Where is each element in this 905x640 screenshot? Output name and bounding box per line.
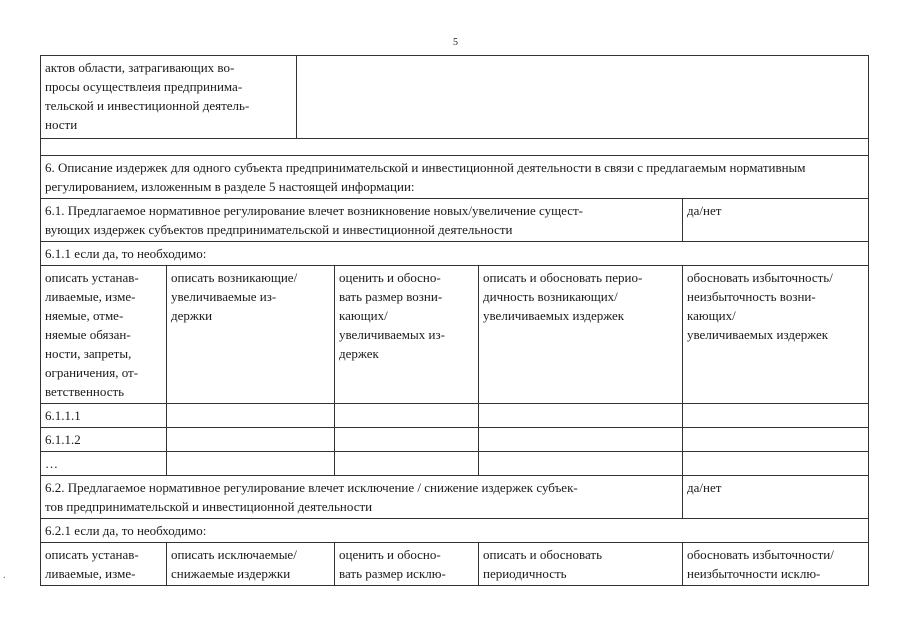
empty-cell <box>167 404 335 428</box>
empty-cell <box>335 428 479 452</box>
empty-cell <box>297 56 869 139</box>
empty-cell <box>479 428 683 452</box>
column-header-obligations: описать устанав- ливаемые, изме- няемые, отме- няемые обязан- ности, запреты, ограничения, от- ветственность <box>41 266 167 404</box>
item-6-1-1-heading: 6.1.1 если да, то необходимо: <box>41 242 869 266</box>
page-number: 5 <box>453 37 458 48</box>
column-header-periodicity-2: описать и обосновать периодичность <box>479 543 683 586</box>
margin-mark: . <box>3 570 6 581</box>
section-6-title: 6. Описание издержек для одного субъекта предпринимательской и инвестиционной деятельности в связи с предлагаемым нормативным регулированием, изложенным в разделе 5 настоящей информации: <box>41 156 869 199</box>
column-header-obligations-2: описать устанав- ливаемые, изме- <box>41 543 167 586</box>
column-header-periodicity: описать и обосновать перио- дичность возникающих/ увеличиваемых издержек <box>479 266 683 404</box>
empty-cell <box>479 452 683 476</box>
empty-cell <box>683 452 869 476</box>
item-6-2-1-heading: 6.2.1 если да, то необходимо: <box>41 519 869 543</box>
column-header-costs: описать возникающие/ увеличиваемые из- держки <box>167 266 335 404</box>
row-label-ellipsis: … <box>41 452 167 476</box>
column-header-excess-2: обосновать избыточности/ неизбыточности исклю- <box>683 543 869 586</box>
top-continuation-table <box>40 55 869 139</box>
column-header-cost-size-2: оценить и обосно- вать размер исклю- <box>335 543 479 586</box>
item-6-2-text: 6.2. Предлагаемое нормативное регулирование влечет исключение / снижение издержек субъек- тов предпринимательской и инвестиционной деятельности <box>41 476 683 519</box>
empty-cell <box>335 452 479 476</box>
empty-cell <box>479 404 683 428</box>
spacer-row <box>41 139 869 156</box>
empty-cell <box>683 404 869 428</box>
empty-cell <box>335 404 479 428</box>
row-label-6-1-1-1: 6.1.1.1 <box>41 404 167 428</box>
item-6-1-answer: да/нет <box>683 199 869 242</box>
column-header-cost-size: оценить и обосно- вать размер возни- кающих/ увеличиваемых из- держек <box>335 266 479 404</box>
row-label-6-1-1-2: 6.1.1.2 <box>41 428 167 452</box>
empty-cell <box>167 428 335 452</box>
item-6-2-answer: да/нет <box>683 476 869 519</box>
item-6-1-text: 6.1. Предлагаемое нормативное регулирование влечет возникновение новых/увеличение сущест- вующих издержек субъектов предпринимательской и инвестиционной деятельности <box>41 199 683 242</box>
costs-table <box>40 138 869 586</box>
empty-cell <box>167 452 335 476</box>
empty-cell <box>683 428 869 452</box>
column-header-excluded-costs: описать исключаемые/ снижаемые издержки <box>167 543 335 586</box>
column-header-excess: обосновать избыточность/ неизбыточность возни- кающих/ увеличиваемых издержек <box>683 266 869 404</box>
continuation-cell: актов области, затрагивающих во- просы осуществлеия предпринима- тельской и инвестиционной деятель- ности <box>41 56 297 139</box>
